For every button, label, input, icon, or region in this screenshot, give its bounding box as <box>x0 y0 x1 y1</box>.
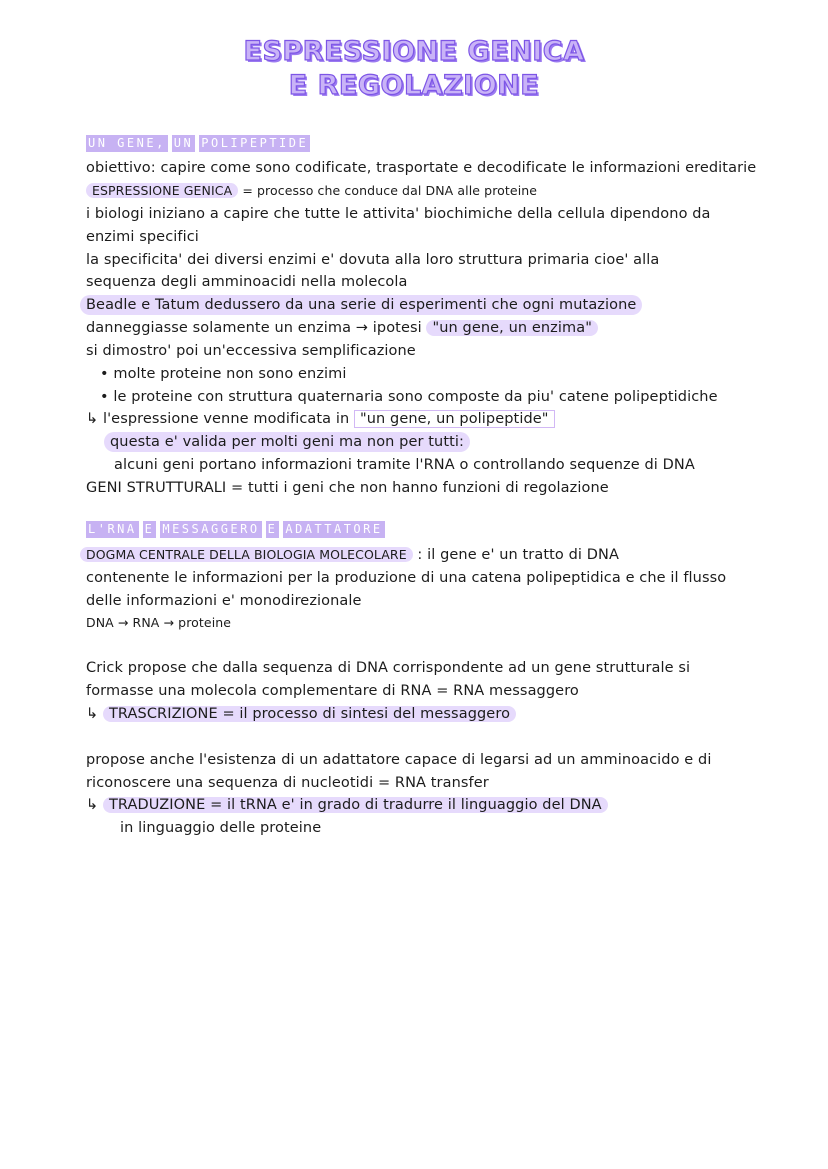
note-line: si dimostro' poi un'eccessiva semplificazione <box>86 343 416 359</box>
highlighted-definition: TRASCRIZIONE = il processo di sintesi del messaggero <box>103 706 516 722</box>
note-line: GENI STRUTTURALI = tutti i geni che non hanno funzioni di regolazione <box>86 480 609 496</box>
note-line: alcuni geni portano informazioni tramite l'RNA o controllando sequenze di DNA <box>114 457 695 473</box>
section-heading-word: POLIPEPTIDE <box>201 136 309 150</box>
note-line: obiettivo: capire come sono codificate, trasportate e decodificate le informazioni ereditarie <box>86 160 757 176</box>
note-text: = processo che conduce dal DNA alle proteine <box>238 183 538 198</box>
bullet-item: • le proteine con struttura quaternaria sono composte da piu' catene polipeptidiche <box>100 389 718 405</box>
note-line <box>86 409 555 429</box>
note-line: formasse una molecola complementare di RNA = RNA messaggero <box>86 683 579 699</box>
note-line: la specificita' dei diversi enzimi e' dovuta alla loro struttura primaria cioe' alla <box>86 252 660 268</box>
highlighted-term: DOGMA CENTRALE DELLA BIOLOGIA MOLECOLARE <box>80 547 413 562</box>
highlighted-quote: "un gene, un enzima" <box>426 320 598 336</box>
section-heading-word: UN <box>173 136 194 150</box>
flow-line: DNA → RNA → proteine <box>86 615 232 630</box>
note-line: riconoscere una sequenza di nucleotidi = RNA transfer <box>86 775 489 791</box>
section-heading-word: E <box>144 522 155 536</box>
note-line <box>86 795 608 815</box>
note-text: danneggiasse solamente un enzima → ipotesi <box>86 320 427 336</box>
note-line <box>86 704 516 724</box>
section-heading-word: MESSAGGERO <box>162 522 260 536</box>
note-line: Crick propose che dalla sequenza di DNA corrispondente ad un gene strutturale si <box>86 660 691 676</box>
highlighted-definition: TRADUZIONE = il tRNA e' in grado di tradurre il linguaggio del DNA <box>103 797 608 813</box>
note-line <box>80 545 619 565</box>
highlighted-line: questa e' valida per molti geni ma non per tutti: <box>104 432 470 452</box>
boxed-quote: "un gene, un polipeptide" <box>354 410 555 428</box>
note-line: in linguaggio delle proteine <box>120 820 322 836</box>
section-heading-un-gene <box>86 135 310 152</box>
note-line: enzimi specifici <box>86 229 199 245</box>
note-line: propose anche l'esistenza di un adattatore capace di legarsi ad un amminoacido e di <box>86 752 712 768</box>
note-line <box>86 181 537 201</box>
section-heading-word: ADATTATORE <box>285 522 383 536</box>
note-text: ↳ l'espressione venne modificata in <box>86 411 354 427</box>
page-title-line2: E REGOLAZIONE <box>288 70 540 101</box>
note-line: contenente le informazioni per la produzione di una catena polipeptidica e che il flusso <box>86 570 727 586</box>
page-title-line1: ESPRESSIONE GENICA <box>243 36 585 67</box>
note-text: : il gene e' un tratto di DNA <box>412 547 619 563</box>
section-heading-word: L'RNA <box>88 522 137 536</box>
bullet-item: • molte proteine non sono enzimi <box>100 366 347 382</box>
note-line <box>86 318 598 338</box>
section-heading-rna <box>86 521 385 538</box>
section-heading-word: UN GENE, <box>88 136 166 150</box>
highlighted-line: Beadle e Tatum dedussero da una serie di esperimenti che ogni mutazione <box>80 295 642 315</box>
note-line: i biologi iniziano a capire che tutte le attivita' biochimiche della cellula dipendono da <box>86 206 711 222</box>
arrow-icon: ↳ <box>86 797 103 813</box>
section-heading-word: E <box>267 522 278 536</box>
note-line: delle informazioni e' monodirezionale <box>86 593 362 609</box>
highlighted-term: ESPRESSIONE GENICA <box>86 183 238 198</box>
note-line: sequenza degli amminoacidi nella molecola <box>86 274 408 290</box>
arrow-icon: ↳ <box>86 706 103 722</box>
